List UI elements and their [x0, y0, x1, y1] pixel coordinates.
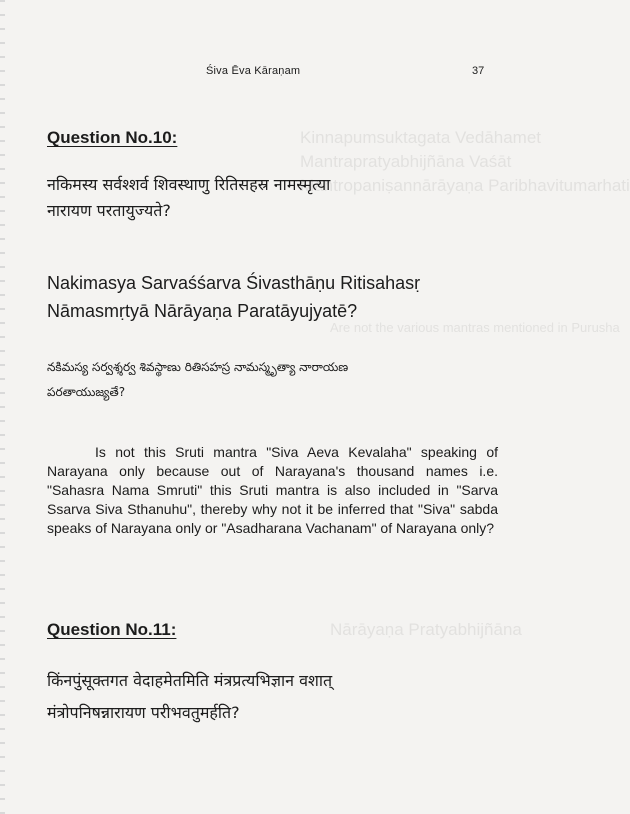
- question-10-telugu: [47, 355, 517, 405]
- telugu-line: నకిమస్య సర్వశ్శర్వ శివస్థాణు రితిసహస్ర నామస్మృత్యా నారాయణ: [47, 360, 349, 374]
- transliteration-line: Nāmasmṛtyā Nārāyaṇa Paratāyujyatē?: [47, 301, 358, 321]
- question-10-devanagari: [47, 172, 517, 224]
- question-10-answer: Is not this Sruti mantra "Siva Aeva Kevalaha" speaking of Narayana only because out of Narayana's thousand names i.e. "Sahasra Nama Smruti" this Sruti mantra is also included in "Sarva Ssarva Siva Sthanuhu", thereby why not it be inferred that "Siva" sabda speaks of Narayana only or "Asadharana Vachanam" of Narayana only?: [47, 444, 498, 536]
- devanagari-line: किंनपुंसूक्तगत वेदाहमेतमिति मंत्रप्रत्यभिज्ञान वशात्: [47, 671, 333, 690]
- question-10-transliteration: [47, 269, 517, 325]
- page-number: 37: [472, 65, 485, 77]
- show-through: Kinnapumsuktagata Vedāhamet: [300, 128, 542, 147]
- transliteration-line: Nakimasya Sarvaśśarva Śivasthāṇu Ritisahasṛ: [47, 273, 421, 293]
- question-11-devanagari: [47, 668, 517, 726]
- question-11-heading: Question No.11:: [47, 620, 177, 639]
- devanagari-line: मंत्रोपनिषन्नारायण परीभवतुमर्हति?: [47, 703, 240, 722]
- show-through: Mantropaniṣannārāyaṇa Paribhavitumarhati: [300, 176, 630, 195]
- telugu-line: పరతాయుజ్యతే?: [47, 385, 126, 399]
- question-10-heading: Question No.10:: [47, 128, 178, 147]
- running-header: Śiva Ēva Kāraṇam: [206, 65, 301, 77]
- show-through: Nārāyaṇa Pratyabhijñāna: [330, 620, 522, 639]
- devanagari-line: नारायण परतायुज्यते?: [47, 201, 171, 220]
- devanagari-line: नकिमस्य सर्वश्शर्व शिवस्थाणु रितिसहस्र नामस्मृत्या: [47, 175, 331, 194]
- show-through: Are not the various mantras mentioned in Purusha: [330, 320, 620, 335]
- show-through: Mantrapratyabhijñāna Vaśāt: [300, 152, 512, 171]
- binding-edge: [0, 0, 5, 814]
